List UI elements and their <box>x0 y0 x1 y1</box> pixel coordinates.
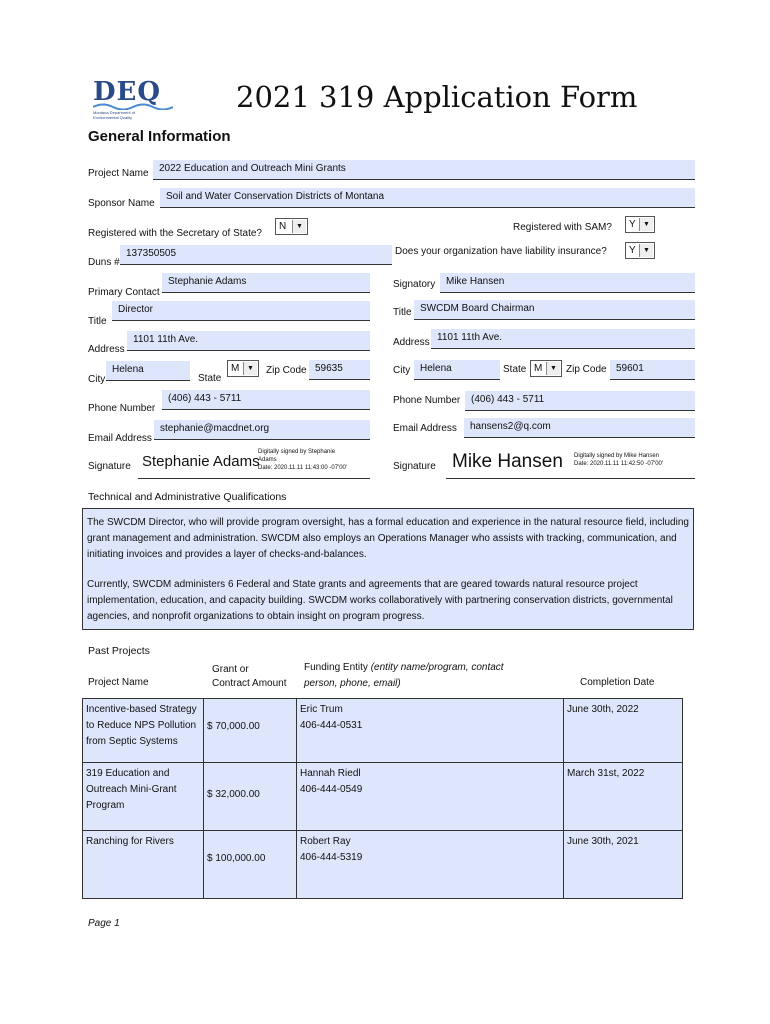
table-row <box>83 763 683 831</box>
entity-name: Eric Trum <box>300 704 343 715</box>
col-entity-hint: (entity name/program, contact <box>370 662 504 673</box>
contact-signature-digital-2: Adams <box>258 457 277 463</box>
signatory-city-field[interactable]: Helena <box>414 360 500 380</box>
entity-cell[interactable] <box>297 831 564 899</box>
chevron-down-icon: ▼ <box>243 362 257 375</box>
signatory-signature-digital-1: Digitally signed by Mike Hansen <box>574 453 660 459</box>
duns-field[interactable]: 137350505 <box>120 245 392 265</box>
contact-city-label: City <box>88 374 106 385</box>
signatory-email-field[interactable]: hansens2@q.com <box>464 418 695 438</box>
logo-text: DEQ <box>93 77 162 107</box>
project-name-field[interactable]: 2022 Education and Outreach Mini Grants <box>153 160 695 180</box>
contact-zip-field[interactable]: 59635 <box>309 360 370 380</box>
signatory-zip-label: Zip Code <box>566 364 607 375</box>
signatory-state-select[interactable] <box>530 360 562 377</box>
date-cell[interactable]: June 30th, 2022 <box>564 699 683 763</box>
section-general-info: General Information <box>88 128 231 145</box>
project-cell[interactable]: Ranching for Rivers <box>83 831 204 899</box>
signatory-city-label: City <box>393 365 411 376</box>
logo-wave-icon <box>93 102 173 110</box>
signatory-email-label: Email Address <box>393 423 457 434</box>
sponsor-name-label: Sponsor Name <box>88 198 155 209</box>
col-amount-1: Grant or <box>212 664 249 675</box>
contact-state-label: State <box>198 373 222 384</box>
page-title: 2021 319 Application Form <box>236 80 638 114</box>
contact-email-label: Email Address <box>88 433 152 444</box>
signatory-label: Signatory <box>393 279 436 290</box>
liability-value: Y <box>629 245 636 256</box>
logo-subtext: Montana Department of Environmental Quality <box>93 110 136 120</box>
entity-phone: 406-444-5319 <box>300 852 363 863</box>
chevron-down-icon: ▼ <box>639 218 653 231</box>
contact-phone-label: Phone Number <box>88 403 156 414</box>
entity-phone: 406-444-0549 <box>300 784 363 795</box>
col-entity-name: Funding Entity <box>304 662 368 673</box>
amount-cell[interactable]: $ 32,000.00 <box>204 763 297 831</box>
contact-signature-field[interactable] <box>138 446 370 479</box>
duns-label: Duns # <box>88 257 120 268</box>
amount-cell[interactable]: $ 100,000.00 <box>204 831 297 899</box>
signatory-state-label: State <box>503 364 527 375</box>
registered-sam-label: Registered with SAM? <box>513 222 612 233</box>
col-project-name: Project Name <box>88 677 149 688</box>
contact-address-label: Address <box>88 344 125 355</box>
qualifications-para-2: Currently, SWCDM administers 6 Federal and State grants and agreements that are geared towards natural resource project implementation, education, and capacity building. SWCDM works collaboratively with partnering conservation districts, governmental agencies, and nonprofit organizations to obtain insight on program progress. <box>87 579 673 622</box>
entity-name: Robert Ray <box>300 836 351 847</box>
table-row <box>83 699 683 763</box>
contact-address-field[interactable]: 1101 11th Ave. <box>127 331 370 351</box>
registered-sam-value: Y <box>629 219 636 230</box>
entity-cell[interactable] <box>297 699 564 763</box>
entity-cell[interactable] <box>297 763 564 831</box>
table-row <box>83 831 683 899</box>
signatory-signature-date: Date: 2020.11.11 11:42:50 -07'00' <box>574 461 664 467</box>
registered-sos-select[interactable] <box>275 218 308 235</box>
signatory-field[interactable]: Mike Hansen <box>440 273 695 293</box>
primary-contact-field[interactable]: Stephanie Adams <box>162 273 370 293</box>
qualifications-para-1: The SWCDM Director, who will provide program oversight, has a formal education and experience in the natural resource field, including grant management and administration. SWCDM also employs an Operations Manager who assists with tracking, communication, and initiating invoices and provides a layer of checks-and-balances. <box>87 517 689 560</box>
col-completion-date: Completion Date <box>580 677 655 688</box>
project-cell[interactable]: 319 Education and Outreach Mini-Grant Program <box>83 763 204 831</box>
contact-zip-label: Zip Code <box>266 365 307 376</box>
signatory-title-field[interactable]: SWCDM Board Chairman <box>414 300 695 320</box>
chevron-down-icon: ▼ <box>639 244 653 257</box>
deq-logo <box>93 78 175 122</box>
contact-signature-digital-1: Digitally signed by Stephanie <box>258 449 336 455</box>
contact-phone-field[interactable]: (406) 443 - 5711 <box>162 390 370 410</box>
contact-city-field[interactable]: Helena <box>106 361 190 381</box>
signatory-signature-name: Mike Hansen <box>452 451 563 472</box>
contact-email-field[interactable]: stephanie@macdnet.org <box>154 420 370 440</box>
signatory-address-field[interactable]: 1101 11th Ave. <box>431 329 695 349</box>
primary-contact-label: Primary Contact <box>88 287 160 298</box>
liability-label: Does your organization have liability insurance? <box>395 246 607 257</box>
amount-cell[interactable]: $ 70,000.00 <box>204 699 297 763</box>
signatory-phone-field[interactable]: (406) 443 - 5711 <box>465 391 695 411</box>
signatory-phone-label: Phone Number <box>393 395 461 406</box>
chevron-down-icon: ▼ <box>546 362 560 375</box>
registered-sos-value: N <box>279 221 287 232</box>
contact-signature-label: Signature <box>88 461 131 472</box>
liability-select[interactable] <box>625 242 655 259</box>
signatory-signature-label: Signature <box>393 461 436 472</box>
col-amount-2: Contract Amount <box>212 678 287 689</box>
project-name-label: Project Name <box>88 168 149 179</box>
registered-sam-select[interactable] <box>625 216 655 233</box>
signatory-signature-field[interactable] <box>446 446 695 479</box>
contact-title-label: Title <box>88 316 107 327</box>
registered-sos-label: Registered with the Secretary of State? <box>88 228 262 239</box>
signatory-zip-field[interactable]: 59601 <box>610 360 695 380</box>
entity-name: Hannah Riedl <box>300 768 361 779</box>
sponsor-name-field[interactable]: Soil and Water Conservation Districts of Montana <box>160 188 695 208</box>
past-projects-title: Past Projects <box>88 645 150 657</box>
qualifications-title: Technical and Administrative Qualifications <box>88 491 287 503</box>
contact-state-select[interactable] <box>227 360 259 377</box>
qualifications-field[interactable] <box>82 508 694 630</box>
chevron-down-icon: ▼ <box>292 220 306 233</box>
signatory-title-label: Title <box>393 307 412 318</box>
date-cell[interactable]: June 30th, 2021 <box>564 831 683 899</box>
entity-phone: 406-444-0531 <box>300 720 363 731</box>
col-entity-1 <box>304 662 504 673</box>
signatory-state-value: M <box>534 363 543 374</box>
col-entity-2: person, phone, email) <box>304 678 401 689</box>
contact-state-value: M <box>231 363 240 374</box>
contact-title-field[interactable]: Director <box>112 301 370 321</box>
date-cell[interactable]: March 31st, 2022 <box>564 763 683 831</box>
past-projects-table <box>82 698 683 899</box>
signatory-address-label: Address <box>393 337 430 348</box>
contact-signature-name: Stephanie Adams <box>142 453 260 470</box>
project-cell[interactable]: Incentive-based Strategy to Reduce NPS Pollution from Septic Systems <box>83 699 204 763</box>
contact-signature-date: Date: 2020.11.11 11:43:00 -07'00' <box>258 465 348 471</box>
page-number: Page 1 <box>88 918 120 929</box>
